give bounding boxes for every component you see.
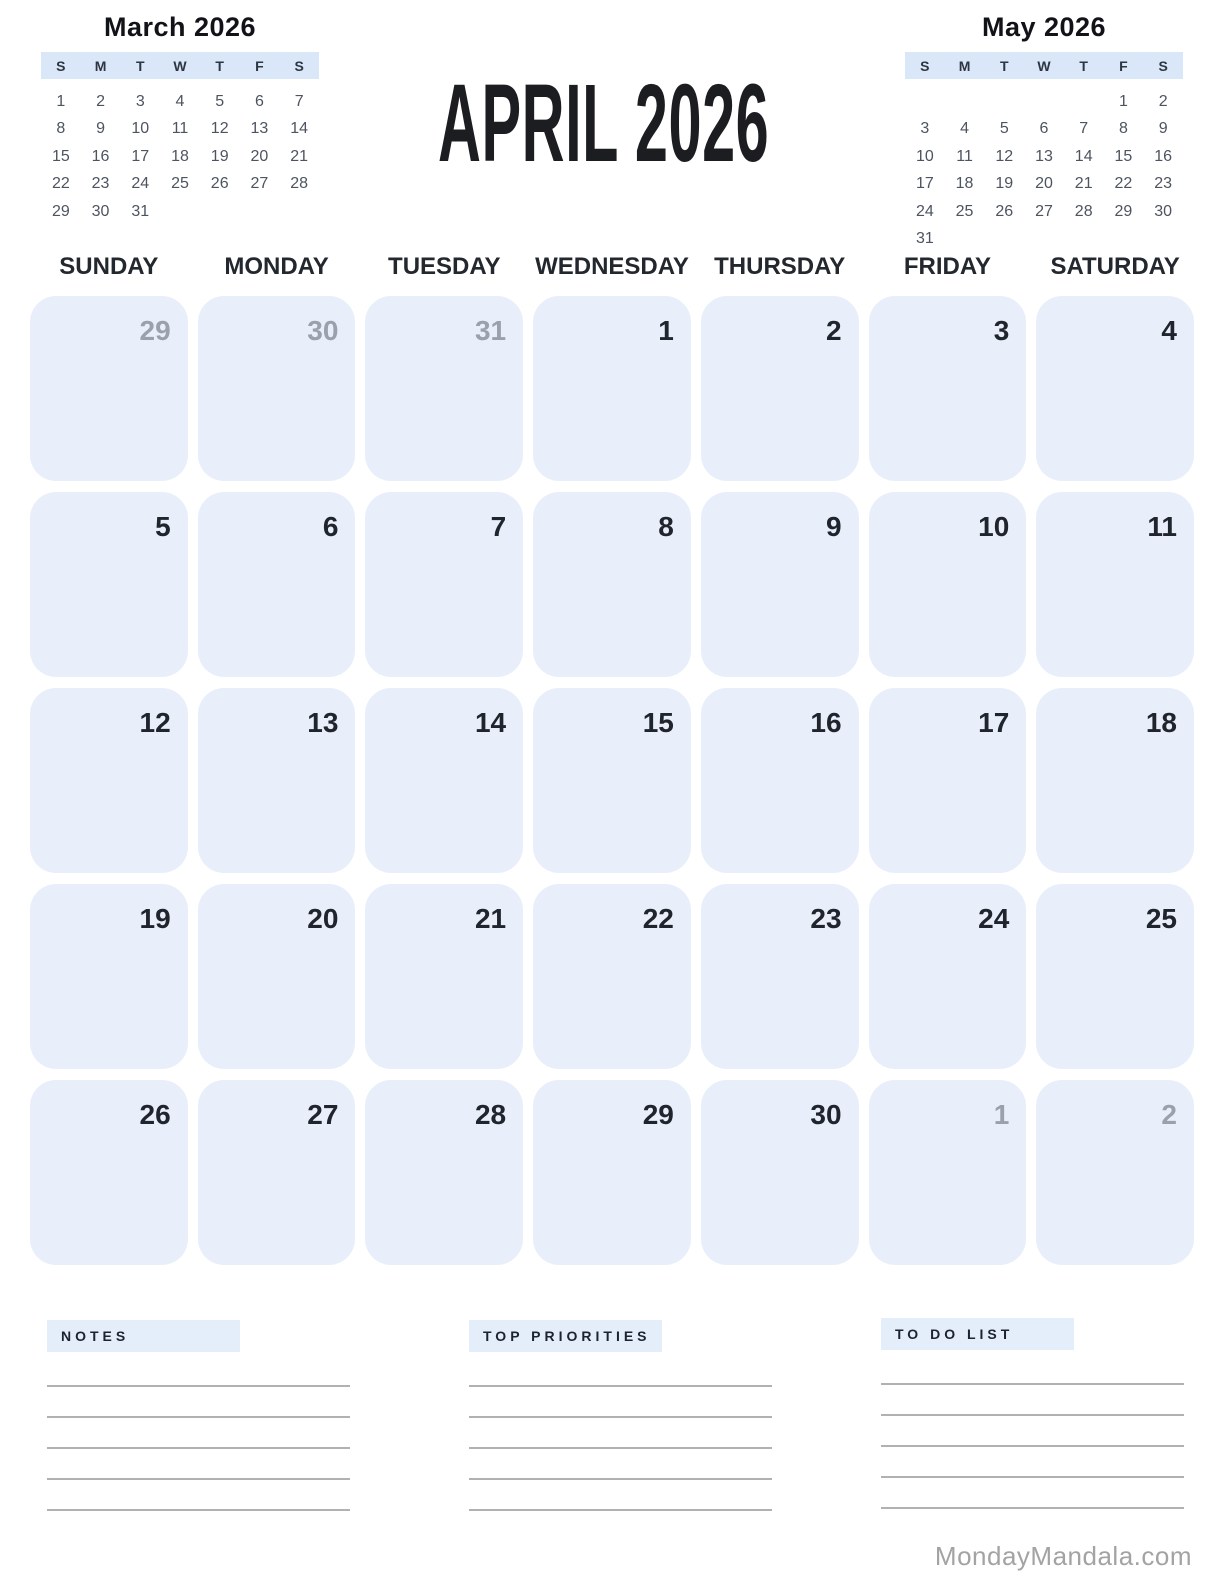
ruled-line [881, 1507, 1184, 1509]
day-number: 7 [490, 511, 507, 542]
mini-date: 10 [915, 147, 934, 165]
day-number: 30 [810, 1099, 842, 1130]
calendar-day-cell [365, 688, 523, 873]
top-priorities-lines [469, 1385, 774, 1511]
mini-date-empty [1104, 226, 1144, 254]
mini-date: 6 [254, 92, 264, 110]
mini-date: 23 [1154, 175, 1173, 193]
month-grid [30, 296, 1194, 1265]
calendar-day-cell [701, 492, 859, 677]
calendar-day-cell [869, 296, 1027, 481]
mini-weekday-letter: S [56, 57, 66, 74]
calendar-day-cell [30, 1080, 188, 1265]
weekday-header: TUESDAY [388, 253, 501, 280]
weekday-header: FRIDAY [903, 253, 991, 280]
mini-date-empty [240, 198, 280, 226]
day-number: 10 [978, 511, 1010, 542]
calendar-day-cell [198, 1080, 356, 1265]
mini-date: 13 [250, 120, 269, 138]
mini-date: 8 [56, 120, 66, 138]
mini-date: 7 [1079, 120, 1089, 138]
day-number: 14 [474, 707, 507, 738]
calendar-day-cell [30, 688, 188, 873]
mini-date: 25 [171, 175, 189, 193]
calendar-day-cell [198, 492, 356, 677]
mini-date: 18 [171, 147, 189, 165]
calendar-day-cell [198, 296, 356, 481]
day-number: 4 [1161, 315, 1177, 346]
calendar-day-cell [701, 1080, 859, 1265]
day-number: 23 [810, 903, 842, 934]
mini-date: 10 [131, 120, 150, 138]
calendar-day-cell [701, 884, 859, 1069]
mini-date: 20 [250, 147, 269, 165]
mini-date: 18 [955, 175, 974, 193]
weekday-header: SUNDAY [59, 253, 159, 280]
day-number: 15 [642, 707, 674, 738]
day-number: 16 [810, 707, 842, 738]
mini-date: 11 [171, 120, 189, 138]
mini-date-empty [1143, 226, 1183, 254]
mini-weekday-letter: M [94, 57, 107, 74]
mini-weekday-letter: S [1158, 57, 1168, 74]
mini-date: 31 [131, 202, 150, 220]
day-number: 1 [658, 315, 674, 346]
mini-date: 14 [290, 120, 309, 138]
calendar-day-cell [1036, 1080, 1194, 1265]
mini-date: 29 [51, 202, 70, 220]
day-number: 30 [307, 315, 339, 346]
calendar-day-cell [533, 492, 691, 677]
mini-weekday-letter: W [173, 57, 187, 74]
mini-date: 15 [1114, 147, 1133, 165]
mini-date: 21 [290, 147, 309, 165]
mini-date: 29 [1114, 202, 1133, 220]
mini-date-empty [1064, 226, 1104, 254]
mini-weekday-letter: M [958, 57, 971, 74]
mini-date: 27 [250, 175, 269, 193]
mini-date: 19 [210, 147, 229, 165]
mini-date: 25 [955, 202, 974, 220]
weekday-header: MONDAY [224, 253, 329, 280]
mini-date: 22 [51, 175, 70, 193]
day-number: 2 [825, 315, 842, 346]
mini-date: 30 [1154, 202, 1173, 220]
mini-weekday-letter: S [294, 57, 304, 74]
ruled-line [881, 1383, 1184, 1385]
mini-date: 24 [915, 202, 934, 220]
day-number: 5 [155, 511, 171, 542]
mini-date: 21 [1074, 175, 1093, 193]
calendar-day-cell [30, 492, 188, 677]
top-priorities-section [469, 1320, 774, 1540]
day-number: 2 [1161, 1099, 1177, 1130]
mini-date: 2 [96, 92, 106, 110]
mini-date: 20 [1035, 175, 1053, 193]
mini-date: 12 [995, 147, 1014, 165]
calendar-day-cell [869, 884, 1027, 1069]
day-number: 20 [307, 903, 339, 934]
calendar-day-cell [1036, 492, 1194, 677]
mini-date: 3 [920, 120, 930, 138]
mini-date: 14 [1074, 147, 1093, 165]
mini-date: 17 [131, 147, 150, 165]
mini-date: 9 [1158, 120, 1168, 138]
mini-date: 12 [210, 120, 229, 138]
day-number: 11 [1147, 511, 1177, 542]
mini-calendar-title: May 2026 [981, 12, 1107, 42]
ruled-line [469, 1447, 772, 1449]
calendar-day-cell [869, 1080, 1027, 1265]
calendar-day-cell [365, 296, 523, 481]
mini-date-empty [945, 226, 985, 254]
calendar-day-cell [198, 688, 356, 873]
weekday-header-row [30, 252, 1194, 282]
day-number: 8 [658, 511, 674, 542]
calendar-day-cell [533, 1080, 691, 1265]
calendar-day-cell [533, 688, 691, 873]
calendar-day-cell [365, 884, 523, 1069]
calendar-day-cell [198, 884, 356, 1069]
ruled-line [469, 1509, 772, 1511]
mini-date: 7 [294, 92, 304, 110]
calendar-day-cell [533, 296, 691, 481]
ruled-line [47, 1385, 350, 1387]
ruled-line [881, 1414, 1184, 1416]
calendar-day-cell [1036, 884, 1194, 1069]
mini-date: 3 [135, 92, 145, 110]
day-number: 31 [474, 315, 507, 346]
notes-lines [47, 1385, 352, 1511]
day-number: 21 [474, 903, 507, 934]
mini-weekday-letter: T [1079, 57, 1088, 74]
ruled-line [47, 1447, 350, 1449]
mini-date-empty [160, 198, 200, 226]
mini-date: 4 [960, 120, 970, 138]
mini-date: 28 [290, 175, 309, 193]
ruled-line [881, 1445, 1184, 1447]
mini-date: 9 [96, 120, 106, 138]
ruled-line [47, 1416, 350, 1418]
mini-date: 13 [1035, 147, 1053, 165]
mini-date: 2 [1158, 92, 1168, 110]
mini-date: 1 [1118, 92, 1128, 110]
mini-weekday-letter: W [1037, 57, 1051, 74]
calendar-day-cell [701, 688, 859, 873]
notes-section [47, 1320, 352, 1540]
day-number: 29 [642, 1099, 674, 1130]
day-number: 29 [139, 315, 171, 346]
day-number: 18 [1145, 707, 1177, 738]
mini-date: 31 [915, 230, 934, 248]
day-number: 3 [993, 315, 1010, 346]
ruled-line [47, 1509, 350, 1511]
calendar-day-cell [365, 492, 523, 677]
calendar-day-cell [1036, 688, 1194, 873]
mini-weekday-letter: T [215, 57, 224, 74]
mini-date: 1 [56, 92, 66, 110]
mini-date-empty [200, 198, 240, 226]
weekday-header: SATURDAY [1050, 253, 1180, 280]
day-number: 28 [474, 1099, 507, 1130]
calendar-day-cell [869, 688, 1027, 873]
day-number: 17 [978, 707, 1010, 738]
day-number: 24 [978, 903, 1010, 934]
calendar-day-cell [701, 296, 859, 481]
mini-date: 6 [1039, 120, 1049, 138]
day-number: 9 [825, 511, 842, 542]
mini-date: 30 [91, 202, 110, 220]
day-number: 13 [307, 707, 339, 738]
mini-date: 4 [175, 92, 185, 110]
notes-label: NOTES [47, 1320, 240, 1352]
month-title: APRIL 2026 [437, 62, 770, 185]
calendar-day-cell [30, 884, 188, 1069]
mini-weekday-letter: T [136, 57, 145, 74]
ruled-line [469, 1385, 772, 1387]
mini-date-empty [279, 198, 319, 226]
top-priorities-label: TOP PRIORITIES [469, 1320, 662, 1352]
mini-date: 26 [995, 202, 1014, 220]
mini-date: 8 [1118, 120, 1128, 138]
mini-date: 5 [999, 120, 1009, 138]
mini-date: 27 [1035, 202, 1053, 220]
day-number: 25 [1145, 903, 1177, 934]
calendar-day-cell [533, 884, 691, 1069]
calendar-day-cell [1036, 296, 1194, 481]
mini-date: 26 [210, 175, 229, 193]
mini-date: 16 [1154, 147, 1173, 165]
ruled-line [469, 1478, 772, 1480]
weekday-header: WEDNESDAY [535, 253, 689, 280]
mini-weekday-letter: F [255, 57, 264, 74]
mini-date-empty [984, 226, 1024, 254]
to-do-list-section [881, 1318, 1186, 1538]
mini-date: 22 [1114, 175, 1133, 193]
day-number: 6 [322, 511, 339, 542]
mini-weekday-letter: S [920, 57, 930, 74]
mini-date: 15 [51, 147, 70, 165]
watermark-text: MondayMandala.com [934, 1541, 1192, 1571]
day-number: 26 [139, 1099, 171, 1130]
mini-date: 11 [956, 147, 973, 165]
day-number: 27 [307, 1099, 339, 1130]
ruled-line [881, 1476, 1184, 1478]
mini-date: 17 [915, 175, 934, 193]
day-number: 12 [139, 707, 171, 738]
to-do-list-lines [881, 1383, 1186, 1509]
day-number: 1 [993, 1099, 1010, 1130]
mini-date: 19 [995, 175, 1014, 193]
mini-date-empty [1024, 226, 1064, 254]
calendar-day-cell [30, 296, 188, 481]
day-number: 19 [139, 903, 171, 934]
ruled-line [469, 1416, 772, 1418]
mini-date: 5 [215, 92, 225, 110]
mini-date: 24 [131, 175, 150, 193]
mini-date: 23 [91, 175, 110, 193]
calendar-day-cell [869, 492, 1027, 677]
mini-date: 16 [91, 147, 110, 165]
mini-date: 28 [1074, 202, 1093, 220]
calendar-day-cell [365, 1080, 523, 1265]
weekday-header: THURSDAY [714, 253, 846, 280]
to-do-list-label: TO DO LIST [881, 1318, 1074, 1350]
day-number: 22 [642, 903, 674, 934]
mini-weekday-letter: F [1119, 57, 1128, 74]
mini-calendar-title: March 2026 [103, 12, 257, 42]
ruled-line [47, 1478, 350, 1480]
mini-weekday-letter: T [1000, 57, 1009, 74]
